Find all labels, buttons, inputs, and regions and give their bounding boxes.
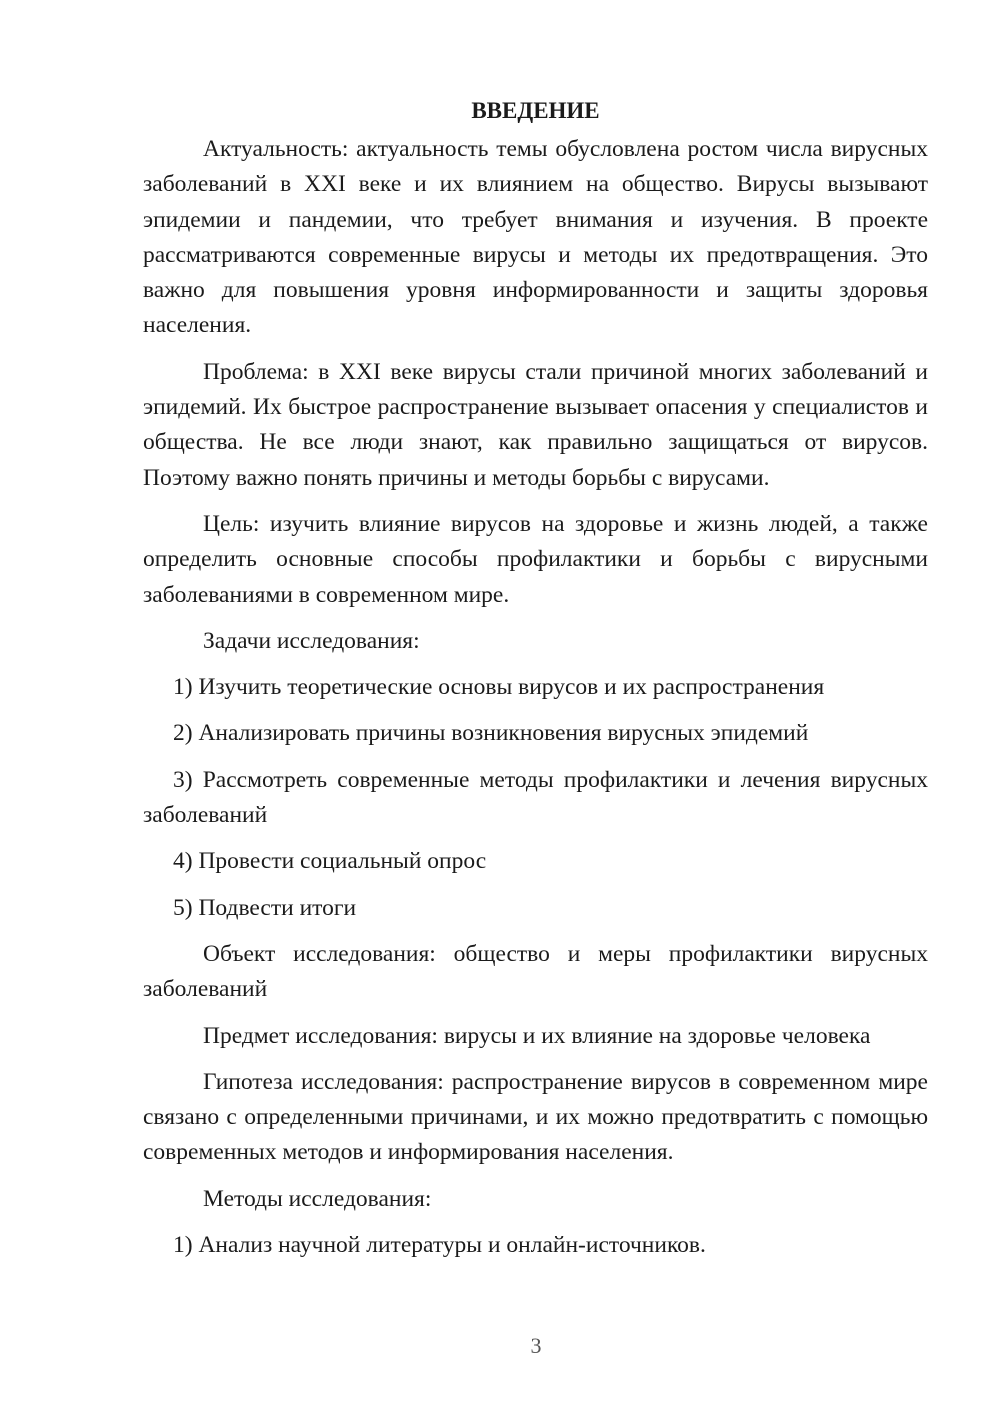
paragraph-object: Объект исследования: общество и меры профилактики вирусных заболеваний [143, 940, 928, 1003]
paragraph-subject: Предмет исследования: вирусы и их влияние на здоровье человека [203, 1022, 871, 1049]
method-item-1: 1) Анализ научной литературы и онлайн-источников. [173, 1232, 706, 1259]
paragraph-actuality: Актуальность: актуальность темы обусловлена ростом числа вирусных заболеваний в XXI веке и их влиянием на общество. Вирусы вызывают эпидемии и пандемии, что требует внимания и изучения. В проекте рассматриваются современные вирусы и методы их предотвращения. Это важно для повышения уровня информированности и защиты здоровья населения. [143, 136, 928, 339]
task-item-1: 1) Изучить теоретические основы вирусов и их распространения [173, 674, 825, 701]
task-item-3: 3) Рассмотреть современные методы профилактики и лечения вирусных заболеваний [143, 766, 928, 829]
task-item-2: 2) Анализировать причины возникновения вирусных эпидемий [173, 720, 809, 747]
paragraph-goal: Цель: изучить влияние вирусов на здоровье и жизнь людей, а также определить основные способы профилактики и борьбы с вирусными заболеваниями в современном мире. [143, 510, 928, 608]
task-item-4: 4) Провести социальный опрос [173, 848, 487, 875]
page-number: 3 [530, 1333, 542, 1358]
methods-heading: Методы исследования: [203, 1185, 432, 1212]
paragraph-problem: Проблема: в XXI веке вирусы стали причиной многих заболеваний и эпидемий. Их быстрое распространение вызывает опасения у специалистов и общества. Не все люди знают, как правильно защищаться от вирусов. Поэтому важно понять причины и методы борьбы с вирусами. [143, 358, 928, 491]
tasks-heading: Задачи исследования: [203, 627, 420, 654]
section-title: ВВЕДЕНИЕ [471, 98, 600, 123]
paragraph-hypothesis: Гипотеза исследования: распространение вирусов в современном мире связано с определенными причинами, и их можно предотвратить с помощью современных методов и информирования населения. [143, 1068, 928, 1166]
page-content [143, 96, 928, 1263]
task-item-5: 5) Подвести итоги [173, 894, 357, 921]
